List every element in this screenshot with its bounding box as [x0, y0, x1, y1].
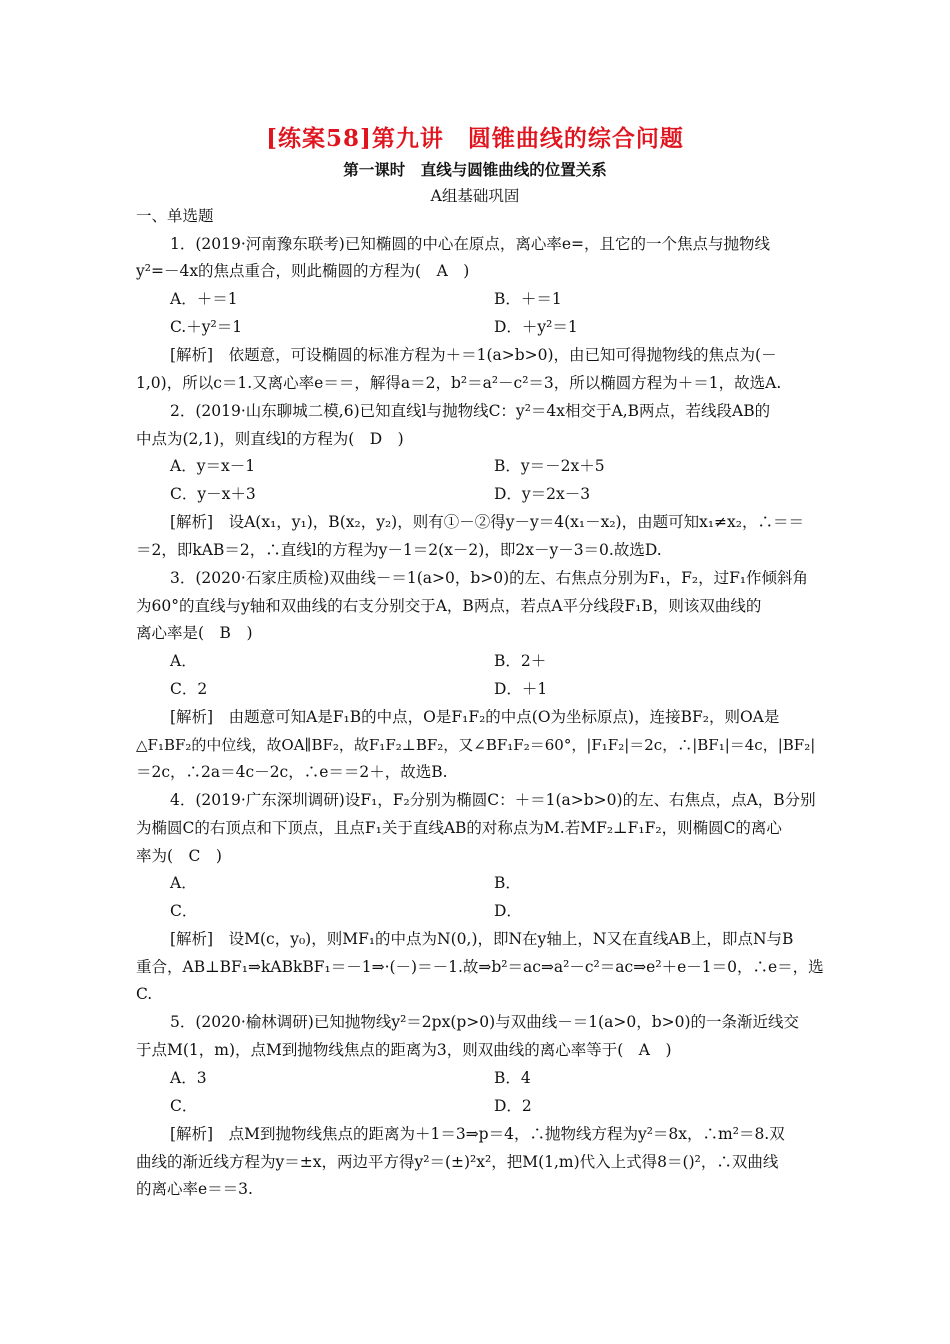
answer-3-text-cont: △F₁BF₂的中位线，故OA∥BF₂，故F₁F₂⊥BF₂，又∠BF₁F₂＝60°，|F₁F₂|＝2c，∴|BF₁|＝4c，|BF₂| — [136, 736, 816, 754]
answer-5-text-cont-2: 的离心率e＝＝3. — [136, 1180, 253, 1198]
question-1-option-d: D．＋y²＝1 — [494, 318, 578, 336]
question-5-text-cont: 于点M(1，m)，点M到抛物线焦点的距离为3，则双曲线的离心率等于( A ) — [136, 1041, 672, 1059]
question-4-text-cont: 为椭圆C的右顶点和下顶点，且点F₁关于直线AB的对称点为M.若MF₂⊥F₁F₂，则椭圆C的离心 — [136, 819, 782, 837]
question-3-option-b: B．2＋ — [494, 652, 547, 670]
question-3-text-cont-2: 离心率是( B ) — [136, 624, 253, 642]
answer-2-text: [解析] 设A(x₁，y₁)，B(x₂，y₂)，则有①－②得y－y＝4(x₁－x₂)，由题可知x₁≠x₂，∴＝＝ — [170, 513, 804, 531]
answer-2-text-cont: ＝2，即kAB＝2，∴直线l的方程为y－1＝2(x－2)，即2x－y－3＝0.故选D. — [136, 541, 662, 559]
question-3-text: 3．(2020·石家庄质检)双曲线－＝1(a>0，b>0)的左、右焦点分别为F₁，F₂，过F₁作倾斜角 — [170, 569, 809, 587]
answer-3-text: [解析] 由题意可知A是F₁B的中点，O是F₁F₂的中点(O为坐标原点)，连接BF₂，则OA是 — [170, 708, 780, 726]
question-5-option-d: D．2 — [494, 1097, 532, 1115]
answer-4-text-cont: 重合，AB⊥BF₁⇒kABkBF₁＝－1⇒·(－)＝－1.故⇒b²＝ac⇒a²－c²＝ac⇒e²＋e－1＝0，∴e＝，选 — [136, 958, 824, 976]
question-3-option-c: C．2 — [170, 680, 208, 698]
question-2-text: 2．(2019·山东聊城二模,6)已知直线l与抛物线C：y²＝4x相交于A,B两点，若线段AB的 — [170, 402, 771, 420]
question-4-option-c: C． — [170, 902, 198, 920]
question-2-option-c: C．y－x＋3 — [170, 485, 256, 503]
answer-5-text-cont: 曲线的渐近线方程为y＝±x，两边平方得y²＝(±)²x²，把M(1,m)代入上式得8＝()²，∴双曲线 — [136, 1153, 779, 1171]
question-2-option-d: D．y＝2x－3 — [494, 485, 591, 503]
question-4-option-b: B． — [494, 874, 521, 892]
section-heading: 一、单选题 — [136, 207, 214, 225]
question-1-text: 1．(2019·河南豫东联考)已知椭圆的中心在原点，离心率e=，且它的一个焦点与抛物线 — [170, 235, 770, 253]
question-2-option-b: B．y＝－2x＋5 — [494, 457, 605, 475]
answer-1-text-cont: 1,0)，所以c＝1.又离心率e＝＝，解得a＝2，b²＝a²－c²＝3，所以椭圆方程为＋＝1，故选A. — [136, 374, 782, 392]
question-5-option-a: A．3 — [170, 1069, 207, 1087]
answer-1-text: [解析] 依题意，可设椭圆的标准方程为＋＝1(a>b>0)，由已知可得抛物线的焦点为(－ — [170, 346, 777, 364]
question-1-option-a: A．＋＝1 — [170, 290, 238, 308]
question-2-option-a: A．y＝x－1 — [170, 457, 256, 475]
question-4-text-cont-2: 率为( C ) — [136, 847, 222, 865]
answer-5-text: [解析] 点M到抛物线焦点的距离为＋1＝3⇒p＝4，∴抛物线方程为y²＝8x，∴m²＝8.双 — [170, 1125, 785, 1143]
question-5-option-c: C． — [170, 1097, 198, 1115]
question-5-option-b: B．4 — [494, 1069, 531, 1087]
question-5-text: 5．(2020·榆林调研)已知抛物线y²＝2px(p>0)与双曲线－＝1(a>0，b>0)的一条渐近线交 — [170, 1013, 800, 1031]
answer-3-text-cont-2: ＝2c，∴2a＝4c－2c，∴e＝＝2＋，故选B. — [136, 763, 448, 781]
question-3-option-a: A． — [170, 652, 197, 670]
group-label: A组基础巩固 — [430, 187, 520, 205]
page-title: [练案58]第九讲 圆锥曲线的综合问题 — [266, 125, 684, 152]
answer-4-text: [解析] 设M(c，y₀)，则MF₁的中点为N(0,)，即N在y轴上，N又在直线AB上，即点N与B — [170, 930, 794, 948]
question-4-option-d: D． — [494, 902, 522, 920]
question-3-text-cont: 为60°的直线与y轴和双曲线的右支分别交于A，B两点，若点A平分线段F₁B，则该双曲线的 — [136, 597, 762, 615]
question-3-option-d: D．＋1 — [494, 680, 548, 698]
question-4-option-a: A． — [170, 874, 197, 892]
answer-4-text-cont-2: C. — [136, 985, 153, 1003]
lesson-subtitle: 第一课时 直线与圆锥曲线的位置关系 — [343, 160, 607, 179]
question-1-option-b: B．＋＝1 — [494, 290, 562, 308]
question-4-text: 4．(2019·广东深圳调研)设F₁，F₂分别为椭圆C：＋＝1(a>b>0)的左、右焦点，点A，B分别 — [170, 791, 816, 809]
question-2-text-cont: 中点为(2,1)，则直线l的方程为( D ) — [136, 430, 404, 448]
question-1-text-cont: y²=－4x的焦点重合，则此椭圆的方程为( A ) — [136, 262, 470, 280]
question-1-option-c: C.＋y²＝1 — [170, 318, 243, 336]
